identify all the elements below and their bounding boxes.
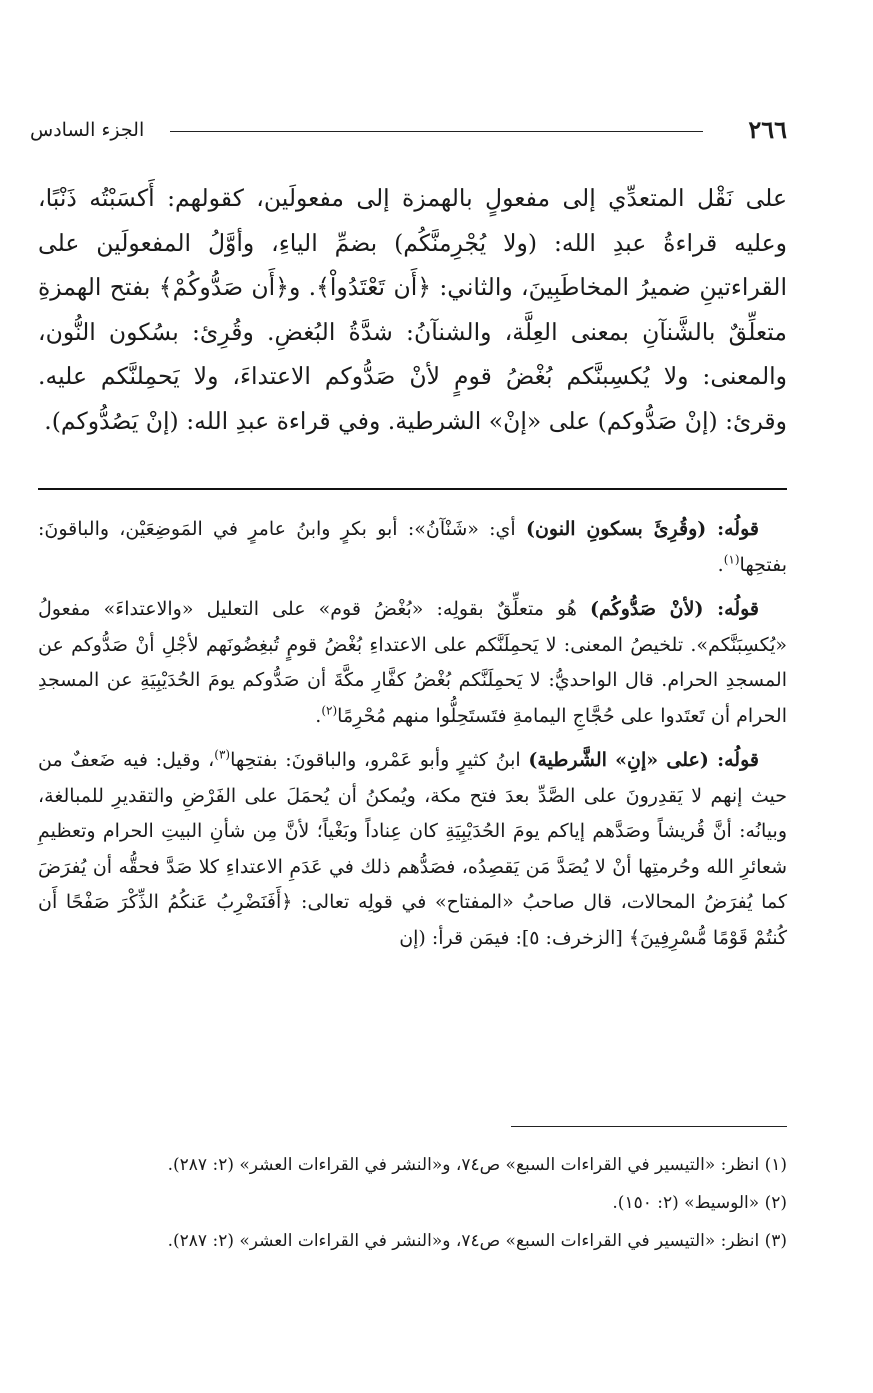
commentary-text: . — [717, 553, 724, 576]
lemma: قولُه: (لأنْ صَدُّوكُم) — [590, 598, 760, 620]
main-text — [38, 176, 787, 443]
commentary-paragraph-1 — [38, 512, 787, 583]
lemma: قولُه: (وقُرِئَ بسكونِ النون) — [525, 518, 759, 540]
commentary-paragraph-3 — [38, 743, 787, 956]
footnote-reference: (٢) — [321, 703, 338, 718]
running-header — [30, 113, 787, 147]
footnote-3: (٣) انظر: «التيسير في القراءات السبع» ص٧٤، و«النشر في القراءات العشر» (٢: ٢٨٧). — [167, 1231, 787, 1251]
lemma: قولُه: (على «إنِ» الشَّرطية) — [528, 749, 759, 771]
footnote-divider — [511, 1126, 787, 1127]
commentary-text: . — [315, 704, 322, 727]
footnote-2: (٢) «الوسيط» (٢: ١٥٠). — [612, 1193, 787, 1213]
footnote-reference: (١) — [723, 552, 740, 567]
main-paragraph: على نَقْل المتعدِّي إلى مفعولٍ بالهمزة إلى مفعولَين، كقولهم: أَكسَبْتُه ذَنْبًا، وعليه قراءةُ عبدِ الله: (ولا يُجْرِمنَّكُم) بضمِّ الياءِ، وأوَّلُ المفعولَين على القراءتينِ ضميرُ المخاطَبِينَ، والثاني: ﴿أَن تَعْتَدُواْ﴾. و﴿أَن صَدُّوكُمْ﴾ بفتح الهمزةِ متعلِّقٌ بالشَّنآنِ بمعنى العِلَّة، والشنآنُ: شدَّةُ البُغضِ. وقُرِئ: بسُكون النُّون، والمعنى: ولا يُكسِبنَّكم بُغْضُ قومٍ لأنْ صَدُّوكم الاعتداءَ، ولا يَحمِلنَّكم عليه. وقرئ: (إنْ صَدُّوكم) على «إنْ» الشرطية. وفي قراءة عبدِ الله: (إنْ يَصُدُّوكم). — [38, 184, 787, 435]
commentary-text: أي: «شَنْآنُ»: أبو بكرٍ وابنُ عامرٍ في المَوضِعَيْن، والباقونَ: بفتحِها — [38, 518, 787, 576]
main-text-divider — [38, 488, 787, 490]
commentary-text: ابنُ كثيرٍ وأبو عَمْرو، والباقونَ: بفتحِها — [230, 749, 521, 771]
footnote-1: (١) انظر: «التيسير في القراءات السبع» ص٧٤، و«النشر في القراءات العشر» (٢: ٢٨٧). — [167, 1155, 787, 1175]
footnote-reference: (٣) — [214, 747, 231, 762]
page-number: ٢٦٦ — [748, 115, 787, 144]
footnotes — [38, 1146, 787, 1260]
commentary — [38, 512, 787, 965]
header-rule — [170, 131, 703, 132]
commentary-text: هُو متعلِّقٌ بقولِه: «بُغْضُ قوم» على التعليل «والاعتداءَ» مفعولُ «يُكسِبَنَّكم». تلخيصُ المعنى: لا يَحمِلَنَّكم على الاعتداءِ بُغْضُ قومٍ تُبغِضُونَهم لأجْلِ أنْ صَدُّوكم عن المسجدِ الحرام. قال الواحديُّ: لا يَحمِلَنَّكم بُغْضُ كفَّارِ مكَّةَ أن صَدُّوكم يومَ الحُدَيْبِيَةِ عن المسجدِ الحرام أن تَعتَدوا على حُجَّاجِ اليمامةِ فتَستَحِلُّوا منهم مُحْرِمًا — [38, 598, 787, 727]
commentary-text: ، وقيل: فيه ضَعفٌ من حيث إنهم لا يَقدِرونَ على الصَّدِّ بعدَ فتح مكة، ويُمكنُ أن يُحمَلَ على الفَرْضِ والتقديرِ للمبالغة، وبيانُه: أنَّ قُريشاً وصَدَّهم إياكم يومَ الحُدَيْبِيَةِ كان عِناداً وبَغْياً؛ لأنَّ مِن شأنِ البيتِ الحرام وتعظيمِ شعائرِ الله وحُرمتِها أنْ لا يُصَدَّ مَن يَقصِدُه، فصَدُّهم ذلك في عَدَمِ الاعتداءِ كلا صَدَّ فحقُّه أن يُفرَضَ كما يُفرَضُ المحالات، قال صاحبُ «المفتاح» في قولِه تعالى: ﴿أَفَنَضْرِبُ عَنكُمُ الذِّكْرَ صَفْحًا أَن كُنتُمْ قَوْمًا مُّسْرِفِينَ﴾ [الزخرف: ٥]: فيمَن قرأ: (إن — [38, 749, 787, 949]
part-title: الجزء السادس — [30, 119, 145, 141]
commentary-paragraph-2 — [38, 592, 787, 734]
